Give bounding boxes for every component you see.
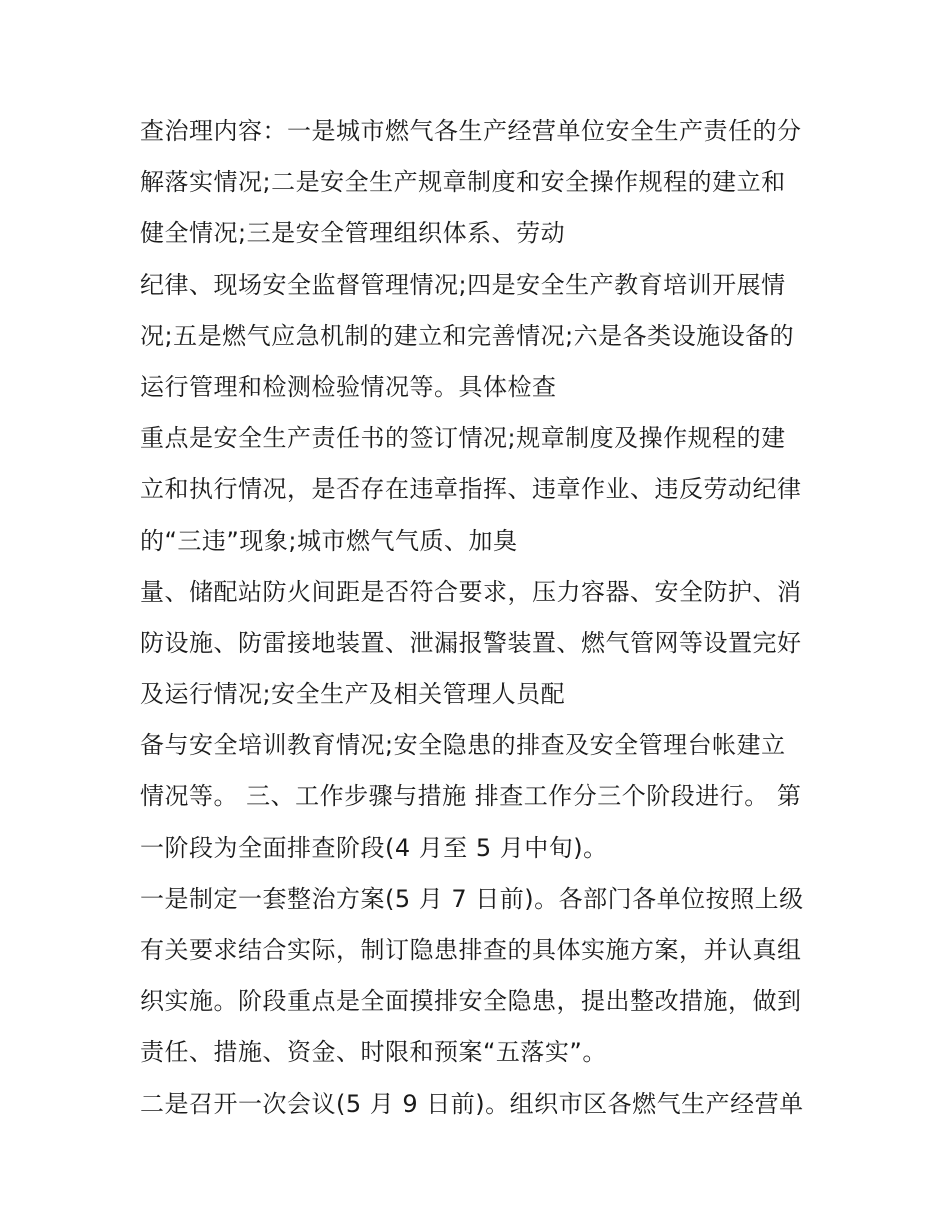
text-line: 健全情况;三是安全管理组织体系、劳动 bbox=[140, 219, 566, 248]
text-line: 责任、措施、资金、时限和预案“五落实”。 bbox=[140, 1038, 607, 1067]
text-line: 有关要求结合实际，制订隐患排查的具体实施方案，并认真组 bbox=[140, 936, 802, 964]
text-line: 立和执行情况，是否存在违章指挥、违章作业、违反劳动纪律 bbox=[140, 475, 802, 504]
text-line: 织实施。阶段重点是全面摸排安全隐患，提出整改措施，做到 bbox=[140, 987, 802, 1016]
text-line: 一阶段为全面排查阶段(4 月至 5 月中旬)。 bbox=[140, 833, 608, 862]
text-line: 二是召开一次会议(5 月 9 日前)。组织市区各燃气生产经营单 bbox=[140, 1089, 804, 1118]
document-body bbox=[140, 106, 820, 1130]
text-line: 一是制定一套整治方案(5 月 7 日前)。各部门各单位按照上级 bbox=[140, 884, 804, 913]
text-line: 防设施、防雷接地装置、泄漏报警装置、燃气管网等设置完好 bbox=[140, 628, 802, 657]
text-line: 的“三违”现象;城市燃气气质、加臭 bbox=[140, 526, 518, 555]
text-line: 运行管理和检测检验情况等。具体检查 bbox=[140, 372, 557, 401]
text-line: 查治理内容：一是城市燃气各生产经营单位安全生产责任的分 bbox=[140, 117, 802, 145]
text-line: 量、储配站防火间距是否符合要求，压力容器、安全防护、消 bbox=[140, 577, 802, 606]
text-line: 备与安全培训教育情况;安全隐患的排查及安全管理台帐建立 bbox=[140, 731, 786, 760]
text-line: 解落实情况;二是安全生产规章制度和安全操作规程的建立和 bbox=[140, 168, 786, 197]
text-line: 情况等。 三、工作步骤与措施 排查工作分三个阶段进行。 第 bbox=[140, 782, 802, 811]
text-line: 重点是安全生产责任书的签订情况;规章制度及操作规程的建 bbox=[140, 424, 786, 453]
text-line: 及运行情况;安全生产及相关管理人员配 bbox=[140, 680, 566, 709]
text-line: 纪律、现场安全监督管理情况;四是安全生产教育培训开展情 bbox=[140, 270, 786, 299]
text-line: 况;五是燃气应急机制的建立和完善情况;六是各类设施设备的 bbox=[140, 321, 795, 350]
